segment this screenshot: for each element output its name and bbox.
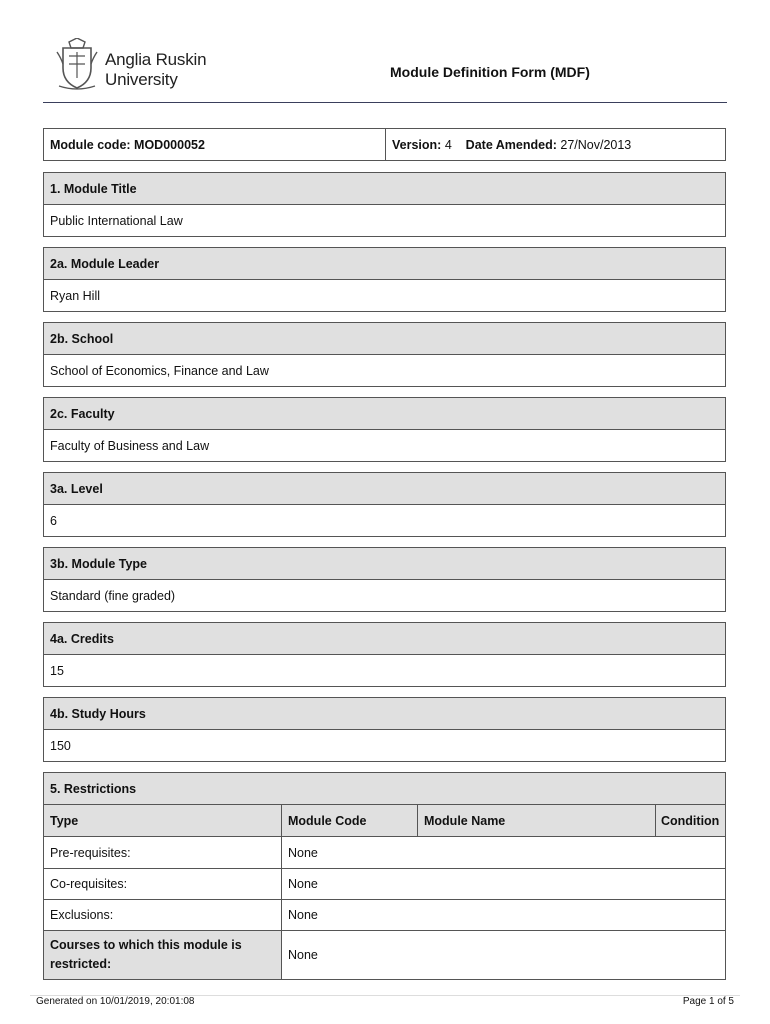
module-code-label: Module code: [50, 137, 131, 152]
restriction-type-courses: Courses to which this module is restricted: [44, 931, 282, 979]
section-heading: 4a. Credits [44, 623, 725, 655]
section-school [43, 322, 726, 387]
section-level [43, 472, 726, 537]
section-value: Standard (fine graded) [50, 588, 176, 603]
restriction-code: None [282, 869, 725, 900]
section-value: School of Economics, Finance and Law [50, 363, 269, 378]
section-module-leader [43, 247, 726, 312]
section-heading: 3a. Level [44, 473, 725, 505]
section-value: 150 [50, 738, 71, 753]
section-value: Ryan Hill [50, 288, 101, 303]
section-study-hours [43, 697, 726, 762]
crest-icon [55, 38, 99, 92]
column-header-module-name: Module Name [418, 805, 656, 837]
section-faculty [43, 397, 726, 462]
restrictions-table [43, 772, 726, 980]
section-value: 6 [50, 513, 57, 528]
date-amended-value: 27/Nov/2013 [560, 137, 632, 152]
logo-line-1: Anglia Ruskin [105, 50, 207, 69]
university-logo [55, 38, 215, 94]
restriction-code: None [288, 948, 318, 962]
version-label: Version: [392, 137, 442, 152]
restriction-type: Exclusions: [44, 900, 282, 931]
generated-timestamp: Generated on 10/01/2019, 20:01:08 [36, 996, 195, 1007]
section-heading: 1. Module Title [44, 173, 725, 205]
section-value: Public International Law [50, 213, 183, 228]
module-code-cell [44, 129, 386, 160]
section-value: 15 [50, 663, 64, 678]
module-meta-box [43, 128, 726, 161]
column-header-type: Type [44, 805, 282, 837]
column-header-condition: Condition [656, 805, 725, 837]
header-divider [43, 102, 727, 103]
restriction-code: None [282, 837, 725, 869]
column-header-module-code: Module Code [282, 805, 418, 837]
section-heading: 2b. School [44, 323, 725, 355]
section-heading: 3b. Module Type [44, 548, 725, 580]
section-module-title [43, 172, 726, 237]
section-module-type [43, 547, 726, 612]
logo-line-2: University [105, 70, 178, 89]
restrictions-heading: 5. Restrictions [44, 773, 725, 805]
restriction-type: Co-requisites: [44, 869, 282, 900]
section-credits [43, 622, 726, 687]
version-date-cell [386, 129, 726, 160]
module-code-value: MOD000052 [134, 137, 205, 152]
section-heading: 2a. Module Leader [44, 248, 725, 280]
section-heading: 4b. Study Hours [44, 698, 725, 730]
date-amended-label: Date Amended: [465, 137, 557, 152]
document-title: Module Definition Form (MDF) [390, 64, 590, 80]
page-number: Page 1 of 5 [682, 996, 734, 1007]
restriction-code: None [282, 900, 725, 931]
section-value: Faculty of Business and Law [50, 438, 210, 453]
section-heading: 2c. Faculty [44, 398, 725, 430]
version-value: 4 [444, 137, 452, 152]
restriction-type: Pre-requisites: [44, 837, 282, 869]
